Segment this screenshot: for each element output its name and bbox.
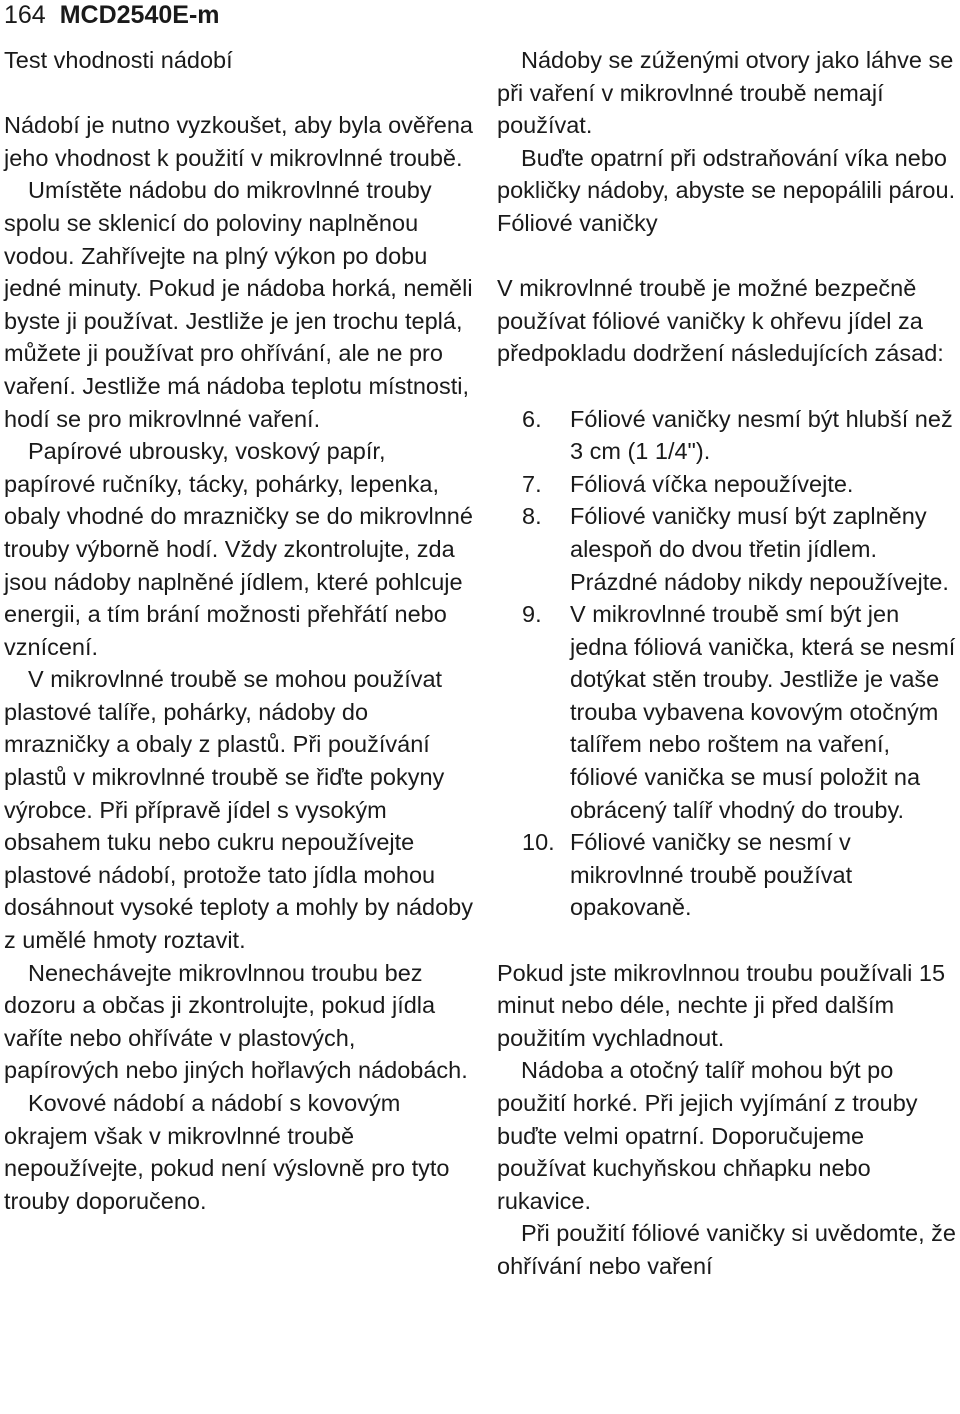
- list-item-text: Fóliové vaničky nesmí být hlubší než 3 cm (1 1/4").: [570, 405, 953, 465]
- paragraph: Nádoba a otočný talíř mohou být po použití horké. Při jejich vyjímání z trouby buďte velmi opatrní. Doporučujeme používat kuchyňskou chňapku nebo rukavice.: [497, 1057, 918, 1214]
- list-item: [497, 468, 957, 501]
- paragraph: Kovové nádobí a nádobí s kovovým okrajem však v mikrovlnné troubě nepoužívejte, pokud není výslovně pro tyto trouby doporučeno.: [4, 1090, 450, 1214]
- list-item: [497, 500, 957, 598]
- paragraph: Nádoby se zúženými otvory jako láhve se při vaření v mikrovlnné troubě nemají používat.: [497, 47, 954, 139]
- spacer: [497, 240, 957, 273]
- spacer: [497, 924, 957, 957]
- paragraph: Buďte opatrní při odstraňování víka nebo pokličky nádoby, abyste se nepopálili párou.: [497, 144, 956, 204]
- list-item: [497, 826, 957, 924]
- list-item: [497, 598, 957, 826]
- list-item-number: 6.: [522, 405, 542, 432]
- section-heading-suitability-test: Test vhodnosti nádobí: [4, 47, 233, 73]
- foil-tray-rules-list: [497, 403, 957, 925]
- paragraph: Papírové ubrousky, voskový papír, papírové ručníky, tácky, pohárky, lepenka, obaly vhodné do mrazničky se do mikrovlnné trouby výborně hodí. Vždy zkontrolujte, zda jsou nádoby naplněné jídlem, které pohlcuje energii, a tím brání možnosti přehřátí nebo vznícení.: [4, 438, 473, 660]
- list-item-number: 7.: [522, 470, 542, 497]
- paragraph: V mikrovlnné troubě je možné bezpečně používat fóliové vaničky k ohřevu jídel za předpokladu dodržení následujících zásad:: [497, 275, 944, 367]
- spacer: [497, 370, 957, 403]
- list-item-number: 10.: [522, 829, 555, 856]
- list-item-text: V mikrovlnné troubě smí být jen jedna fóliová vanička, která se nesmí dotýkat stěn trouby. Jestliže je vaše trouba vybavena kovovým otočným talířem nebo roštem na vaření, fóliové vanička se musí položit na obrácený talíř vhodný do trouby.: [570, 601, 956, 823]
- paragraph: Nádobí je nutno vyzkoušet, aby byla ověřena jeho vhodnost k použití v mikrovlnné troubě.: [4, 112, 473, 171]
- section-heading-foil-trays: Fóliové vaničky: [497, 209, 658, 236]
- list-item-text: Fóliová víčka nepoužívejte.: [570, 470, 854, 497]
- list-item-text: Fóliové vaničky musí být zaplněny alespoň do dvou třetin jídlem. Prázdné nádoby nikdy nepoužívejte.: [570, 503, 949, 595]
- paragraph: Při použití fóliové vaničky si uvědomte, že ohřívání nebo vaření: [497, 1220, 956, 1279]
- list-item-number: 9.: [522, 601, 542, 628]
- model-name: MCD2540E-m: [59, 1, 220, 29]
- list-item-number: 8.: [522, 503, 542, 530]
- spacer: [4, 77, 474, 110]
- right-column: [497, 44, 957, 1283]
- left-column: [4, 44, 474, 1217]
- paragraph: V mikrovlnné troubě se mohou používat plastové talíře, pohárky, nádoby do mrazničky a obaly z plastů. Při používání plastů v mikrovlnné troubě se řiďte pokyny výrobce. Při přípravě jídel s vysokým obsahem tuku nebo cukru nepoužívejte plastové nádobí, protože tato jídla mohou dosáhnout vysoké teploty a mohly by nádoby z umělé hmoty roztavit.: [4, 666, 473, 954]
- list-item-text: Fóliové vaničky se nesmí v mikrovlnné troubě používat opakovaně.: [570, 829, 853, 921]
- paragraph: Nenechávejte mikrovlnnou troubu bez dozoru a občas ji zkontrolujte, pokud jídla vaříte nebo ohříváte v plastových, papírových nebo jiných hořlavých nádobách.: [4, 959, 468, 1084]
- page-number: 164: [4, 1, 46, 29]
- paragraph: Umístěte nádobu do mikrovlnné trouby spolu se sklenicí do poloviny naplněnou vodou. Zahřívejte na plný výkon po dobu jedné minuty. Pokud je nádoba horká, neměli byste ji používat. Jestliže je jen trochu teplá, můžete ji používat pro ohřívání, ale ne pro vaření. Jestliže má nádoba teplotu místnosti, hodí se pro mikrovlnné vaření.: [4, 177, 473, 432]
- list-item: [497, 403, 957, 468]
- page-header: [4, 0, 220, 33]
- paragraph: Pokud jste mikrovlnnou troubu používali 15 minut nebo déle, nechte ji před dalším použitím vychladnout.: [497, 959, 946, 1051]
